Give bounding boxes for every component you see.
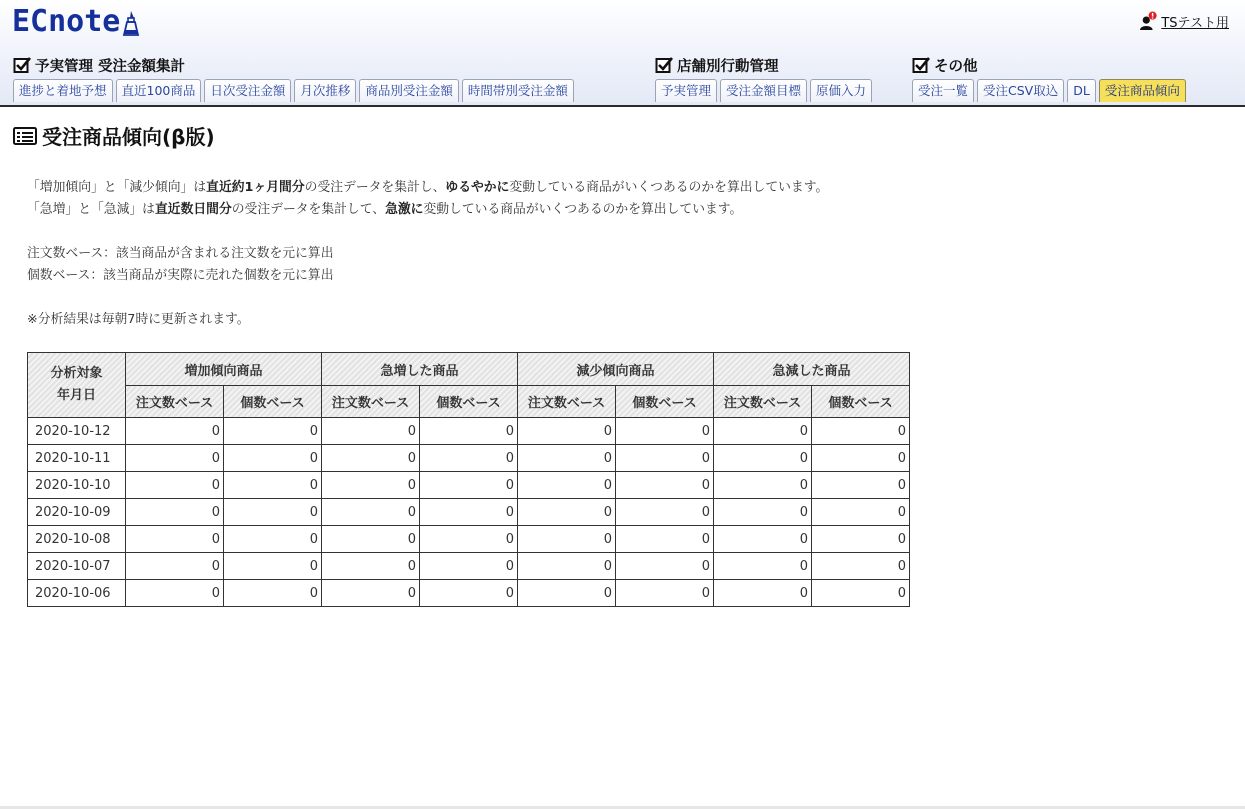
text: 変動している商品がいくつあるのかを算出しています。: [423, 202, 743, 217]
trend-table: [27, 352, 910, 607]
value-cell: 0: [126, 472, 224, 499]
table-row: [28, 472, 910, 499]
value-cell: 0: [518, 472, 616, 499]
value-cell: 0: [224, 418, 322, 445]
col-header-order-base: 注文数ベース: [126, 386, 224, 418]
value-cell: 0: [518, 418, 616, 445]
value-cell: 0: [616, 553, 714, 580]
value-cell: 0: [322, 499, 420, 526]
table-row: [28, 580, 910, 607]
value-cell: 0: [224, 580, 322, 607]
text: 「急増」と「急減」は: [27, 202, 155, 217]
col-header-order-base: 注文数ベース: [518, 386, 616, 418]
nav-group-title: 店舗別行動管理: [677, 58, 779, 75]
value-cell: 0: [420, 553, 518, 580]
col-header-count-base: 個数ベース: [616, 386, 714, 418]
value-cell: 0: [322, 580, 420, 607]
tab-progress[interactable]: 進捗と着地予想: [13, 79, 113, 102]
ink-bottle-icon: [122, 9, 140, 37]
nav-group-title: 予実管理 受注金額集計: [35, 58, 186, 75]
value-cell: 0: [518, 526, 616, 553]
value-cell: 0: [714, 472, 812, 499]
value-cell: 0: [126, 526, 224, 553]
tab-bar: [655, 79, 872, 102]
tab-by-hour[interactable]: 時間帯別受注金額: [462, 79, 574, 102]
value-cell: 0: [812, 526, 910, 553]
checkbox-checked-icon[interactable]: [655, 56, 673, 74]
value-cell: 0: [812, 553, 910, 580]
tab-daily-amount[interactable]: 日次受注金額: [204, 79, 291, 102]
value-cell: 0: [812, 472, 910, 499]
text: 変動している商品がいくつあるのかを算出しています。: [509, 180, 829, 195]
date-cell: 2020-10-06: [28, 580, 126, 607]
description-line-2: [27, 199, 828, 221]
value-cell: 0: [420, 472, 518, 499]
value-cell: 0: [518, 580, 616, 607]
tab-by-product[interactable]: 商品別受注金額: [359, 79, 459, 102]
value-cell: 0: [420, 580, 518, 607]
page-title-text: 受注商品傾向(β版): [42, 125, 215, 149]
value-cell: 0: [322, 445, 420, 472]
value-cell: 0: [616, 499, 714, 526]
emphasis: 急激に: [385, 202, 424, 217]
tab-order-list[interactable]: 受注一覧: [912, 79, 974, 102]
tab-product-trend[interactable]: 受注商品傾向: [1099, 79, 1186, 102]
col-group-header: 減少傾向商品: [518, 353, 714, 386]
table-row: [28, 499, 910, 526]
date-cell: 2020-10-10: [28, 472, 126, 499]
value-cell: 0: [322, 553, 420, 580]
date-cell: 2020-10-08: [28, 526, 126, 553]
value-cell: 0: [322, 418, 420, 445]
value-cell: 0: [224, 499, 322, 526]
tab-csv-import[interactable]: 受注CSV取込: [977, 79, 1064, 102]
col-group-header: 増加傾向商品: [126, 353, 322, 386]
logo-text: ECnote: [12, 4, 121, 39]
date-cell: 2020-10-11: [28, 445, 126, 472]
value-cell: 0: [714, 526, 812, 553]
corner-line-2: 年月日: [56, 388, 96, 403]
value-cell: 0: [224, 526, 322, 553]
date-cell: 2020-10-09: [28, 499, 126, 526]
col-header-date: [28, 353, 126, 418]
value-cell: 0: [714, 553, 812, 580]
nav-group-budget: [13, 54, 574, 102]
nav-group-title: その他: [934, 58, 978, 75]
col-group-header: 急増した商品: [322, 353, 518, 386]
value-cell: 0: [420, 499, 518, 526]
tab-cost-input[interactable]: 原価入力: [810, 79, 872, 102]
value-cell: 0: [812, 445, 910, 472]
table-row: [28, 553, 910, 580]
value-cell: 0: [224, 472, 322, 499]
value-cell: 0: [518, 499, 616, 526]
table-row: [28, 526, 910, 553]
checkbox-checked-icon[interactable]: [13, 56, 31, 74]
description-line-1: [27, 177, 828, 199]
tab-target[interactable]: 受注金額目標: [720, 79, 807, 102]
text: 「増加傾向」と「減少傾向」は: [27, 180, 207, 195]
value-cell: 0: [322, 472, 420, 499]
text: の受注データを集計し、: [304, 180, 446, 195]
tab-download[interactable]: DL: [1067, 79, 1096, 102]
tab-budget[interactable]: 予実管理: [655, 79, 717, 102]
note-count-base: 個数ベース：該当商品が実際に売れた個数を元に算出: [27, 268, 334, 283]
page-title: [13, 121, 215, 150]
value-cell: 0: [518, 553, 616, 580]
user-name-link[interactable]: TSテスト用: [1161, 15, 1229, 31]
date-cell: 2020-10-12: [28, 418, 126, 445]
value-cell: 0: [714, 445, 812, 472]
value-cell: 0: [126, 418, 224, 445]
value-cell: 0: [616, 580, 714, 607]
value-cell: 0: [224, 445, 322, 472]
text: の受注データを集計して、: [231, 202, 386, 217]
value-cell: 0: [812, 580, 910, 607]
tab-monthly[interactable]: 月次推移: [294, 79, 356, 102]
note-update: ※分析結果は毎朝7時に更新されます。: [27, 312, 250, 327]
user-menu[interactable]: [1140, 10, 1229, 32]
checkbox-checked-icon[interactable]: [912, 56, 930, 74]
value-cell: 0: [420, 445, 518, 472]
table-row: [28, 418, 910, 445]
col-header-order-base: 注文数ベース: [714, 386, 812, 418]
value-cell: 0: [126, 553, 224, 580]
table-row: [28, 445, 910, 472]
tab-bar: [13, 79, 574, 102]
value-cell: 0: [714, 580, 812, 607]
nav-group-store: [655, 54, 872, 102]
col-header-count-base: 個数ベース: [812, 386, 910, 418]
value-cell: 0: [616, 526, 714, 553]
value-cell: 0: [224, 553, 322, 580]
value-cell: 0: [714, 499, 812, 526]
emphasis: 直近約1ヶ月間分: [206, 180, 305, 195]
description: [27, 177, 828, 331]
user-alert-icon: [1140, 10, 1158, 32]
col-group-header: 急減した商品: [714, 353, 910, 386]
emphasis: ゆるやかに: [445, 180, 510, 195]
value-cell: 0: [616, 472, 714, 499]
value-cell: 0: [126, 499, 224, 526]
value-cell: 0: [812, 418, 910, 445]
value-cell: 0: [420, 526, 518, 553]
value-cell: 0: [126, 580, 224, 607]
note-order-base: 注文数ベース：該当商品が含まれる注文数を元に算出: [27, 246, 334, 261]
tab-recent-100[interactable]: 直近100商品: [116, 79, 202, 102]
app-logo[interactable]: [12, 4, 140, 40]
value-cell: 0: [616, 418, 714, 445]
value-cell: 0: [322, 526, 420, 553]
value-cell: 0: [616, 445, 714, 472]
app-header: [0, 0, 1245, 107]
value-cell: 0: [714, 418, 812, 445]
col-header-count-base: 個数ベース: [420, 386, 518, 418]
value-cell: 0: [420, 418, 518, 445]
table-body: [28, 418, 910, 607]
col-header-count-base: 個数ベース: [224, 386, 322, 418]
corner-line-1: 分析対象: [50, 366, 103, 381]
value-cell: 0: [126, 445, 224, 472]
list-icon: [13, 126, 37, 146]
emphasis: 直近数日間分: [154, 202, 232, 217]
value-cell: 0: [518, 445, 616, 472]
nav-group-other: [912, 54, 1186, 102]
tab-bar: [912, 79, 1186, 102]
date-cell: 2020-10-07: [28, 553, 126, 580]
value-cell: 0: [812, 499, 910, 526]
col-header-order-base: 注文数ベース: [322, 386, 420, 418]
